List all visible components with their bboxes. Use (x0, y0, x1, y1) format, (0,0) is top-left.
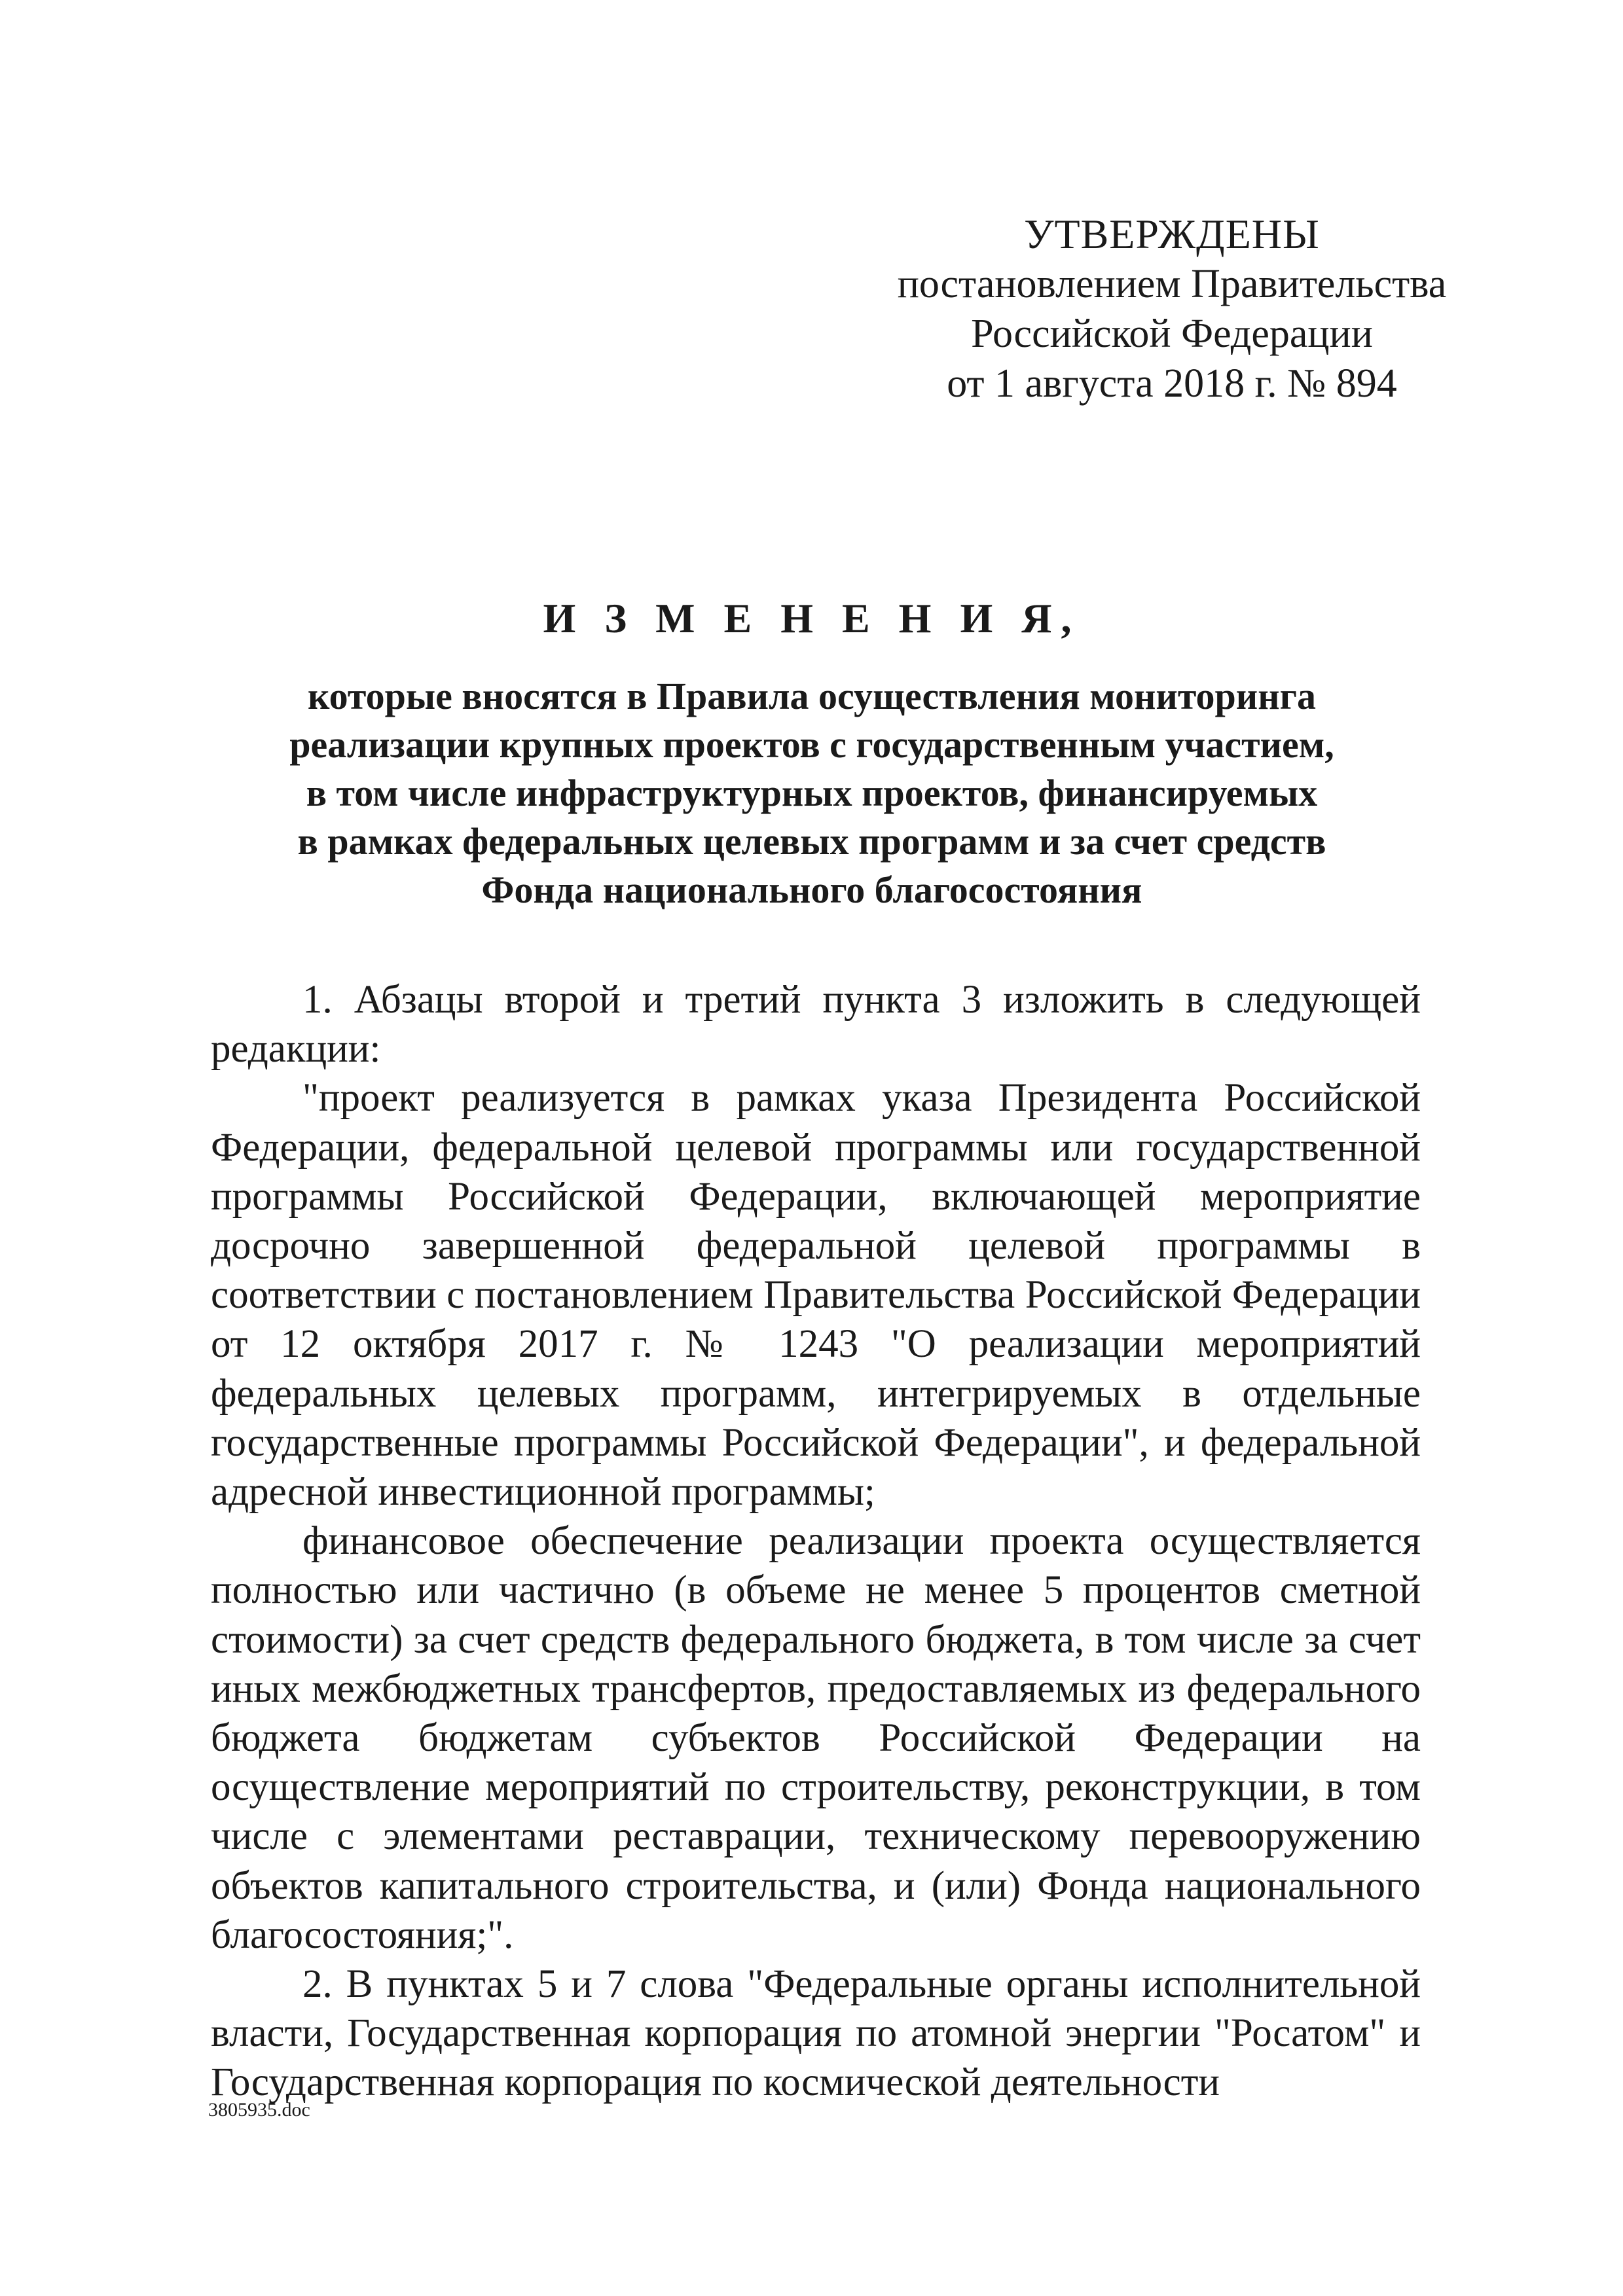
subtitle-line: в том числе инфраструктурных проектов, финансируемых (306, 772, 1318, 814)
paragraph-item-2: 2. В пунктах 5 и 7 слова "Федеральные органы исполнительной власти, Государственная корпорация по атомной энергии "Росатом" и Государственная корпорация по космической деятельности (211, 1962, 1421, 2105)
subtitle-line: реализации крупных проектов с государственным участием, (289, 723, 1334, 766)
document-file-code: 3805935.doc (208, 2099, 310, 2121)
approval-line-date-number: от 1 августа 2018 г. № 894 (947, 361, 1397, 406)
approval-line-decree: постановлением Правительства (897, 262, 1447, 306)
paragraph-quote-project: "проект реализуется в рамках указа Президента Российской Федерации, федеральной целевой программы или государственной программы Российской Федерации, включающей мероприятие досрочно завершенной федеральной целевой программы в соответствии с постановлением Правительства Российской Федерации от 12 октября 2017 г. № 1243 "О реализации мероприятий федеральных целевых программ, интегрируемых в отдельные государственные программы Российской Федерации", и федеральной адресной инвестиционной программы; (211, 1076, 1421, 1515)
subtitle-line: которые вносятся в Правила осуществления мониторинга (308, 675, 1316, 717)
document-title: И З М Е Н Е Н И Я, (543, 595, 1081, 641)
subtitle-line: в рамках федеральных целевых программ и за счет средств (297, 820, 1326, 863)
document-heading (196, 592, 1427, 914)
approval-title: УТВЕРЖДЕНЫ (1024, 211, 1320, 257)
document-body (211, 975, 1421, 2108)
paragraph-financing: финансовое обеспечение реализации проекта осуществляется полностью или частично (в объеме не менее 5 процентов сметной стоимости) за счет средств федерального бюджета, в том числе за счет иных межбюджетных трансфертов, предоставляемых из федерального бюджета бюджетам субъектов Российской Федерации на осуществление мероприятий по строительству, реконструкции, в том числе с элементами реставрации, техническому перевооружению объектов капитального строительства, и (или) Фонда национального благосостояния;". (211, 1519, 1421, 1957)
approval-line-country: Российской Федерации (971, 312, 1373, 356)
subtitle-line: Фонда национального благосостояния (481, 869, 1142, 911)
paragraph-item-1: 1. Абзацы второй и третий пункта 3 изложить в следующей редакции: (211, 978, 1421, 1071)
approval-stamp-block (877, 209, 1467, 408)
